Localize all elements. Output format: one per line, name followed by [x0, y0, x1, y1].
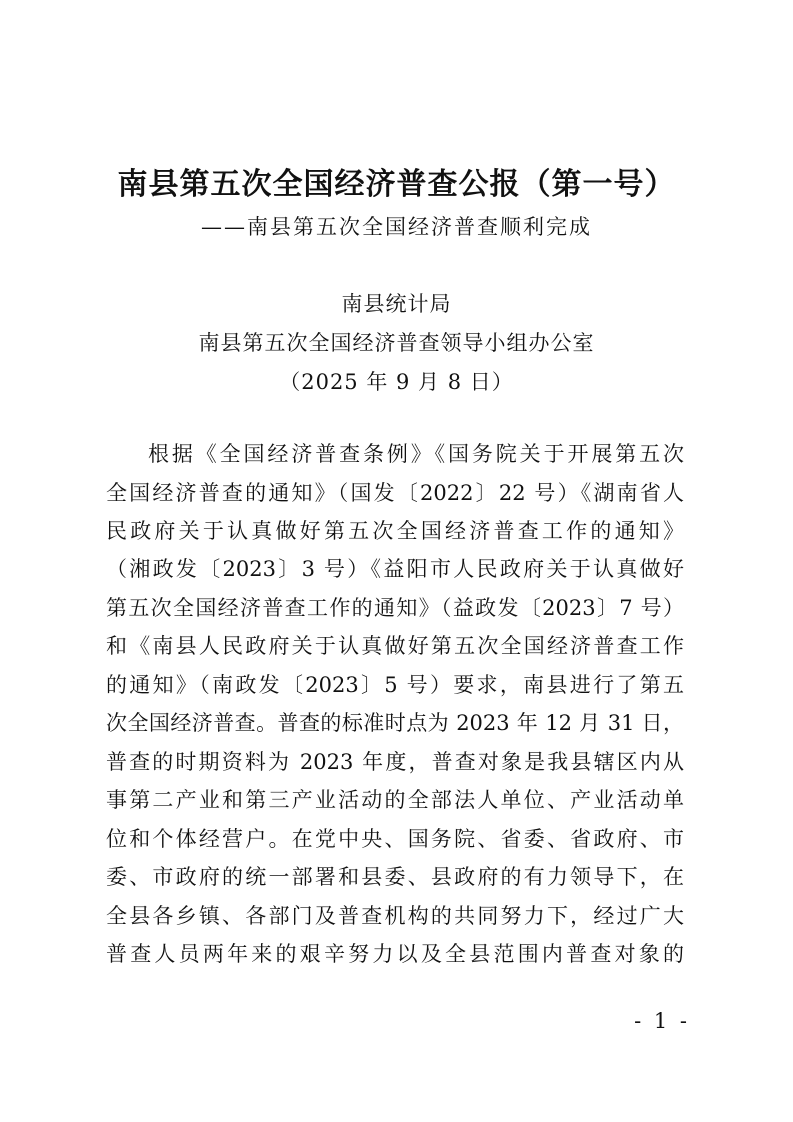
paragraph-line-3: 民政府关于认真做好第五次全国经济普查工作的通知》 — [106, 519, 684, 543]
paragraph-line-5: 第五次全国经济普查工作的通知》（益政发〔2023〕7 号） — [106, 596, 684, 620]
paragraph-line-8: 次全国经济普查。普查的标准时点为 2023 年 12 月 31 日， — [106, 711, 684, 735]
paragraph-line-13: 全县各乡镇、各部门及普查机构的共同努力下，经过广大 — [106, 904, 684, 928]
page-number: - 1 - — [634, 1009, 690, 1033]
paragraph-line-9: 普查的时期资料为 2023 年度，普查对象是我县辖区内从 — [106, 750, 684, 774]
paragraph-line-7: 的通知》（南政发〔2023〕5 号）要求，南县进行了第五 — [106, 673, 684, 697]
paragraph-line-14: 普查人员两年来的艰辛努力以及全县范围内普查对象的 — [106, 942, 684, 966]
paragraph-line-6: 和《南县人民政府关于认真做好第五次全国经济普查工作 — [106, 634, 684, 658]
paragraph-line-1: 根据《全国经济普查条例》《国务院关于开展第五次 — [148, 442, 684, 466]
paragraph-line-4: （湘政发〔2023〕3 号）《益阳市人民政府关于认真做好 — [106, 557, 684, 581]
issuer-statistics-bureau: 南县统计局 — [341, 292, 452, 316]
bulletin-title: 南县第五次全国经济普查公报（第一号） — [117, 167, 676, 203]
bulletin-subtitle: ——南县第五次全国经济普查顺利完成 — [201, 215, 592, 239]
paragraph-line-2: 全国经济普查的通知》（国发〔2022〕22 号）《湖南省人 — [106, 481, 684, 505]
paragraph-line-12: 委、市政府的统一部署和县委、县政府的有力领导下，在 — [106, 865, 684, 889]
paragraph-line-10: 事第二产业和第三产业活动的全部法人单位、产业活动单 — [106, 788, 684, 812]
issuer-census-office: 南县第五次全国经济普查领导小组办公室 — [198, 331, 595, 355]
publication-date: （2025 年 9 月 8 日） — [279, 370, 514, 394]
paragraph-line-11: 位和个体经营户。在党中央、国务院、省委、省政府、市 — [106, 827, 684, 851]
